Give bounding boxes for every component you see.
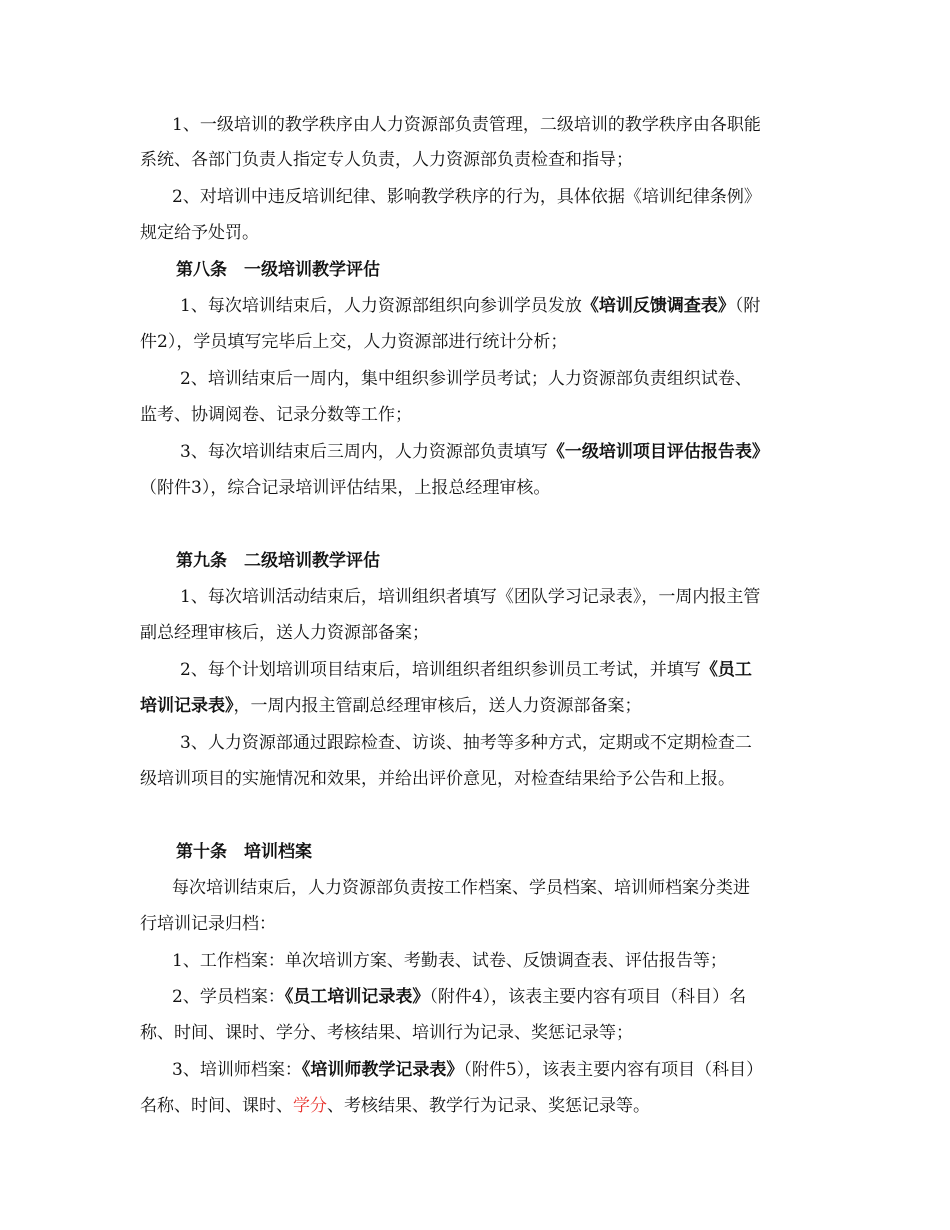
s8-p1-text-b: （附: [734, 296, 761, 316]
s8-p3-text-a: 3、每次培训结束后三周内，人力资源部负责填写: [180, 442, 548, 462]
s9-p2-bold1: 《员工: [700, 660, 752, 680]
s8-p1-line2: 件2），学员填写完毕后上交，人力资源部进行统计分析；: [140, 332, 568, 352]
s8-p3-bold: 《一级培训项目评估报告表》: [547, 442, 769, 462]
s8-p2-line1: 2、培训结束后一周内，集中组织参训学员考试；人力资源部负责组织试卷、: [180, 369, 752, 389]
s10-item3-text-2a: 名称、时间、课时、: [140, 1096, 293, 1116]
s8-p1-bold: 《培训反馈调查表》: [581, 296, 735, 316]
s10-intro-line1: 每次培训结束后，人力资源部负责按工作档案、学员档案、培训师档案分类进: [172, 878, 750, 898]
s10-item3-line2: [140, 1094, 650, 1118]
s7-p1-line1: 1、一级培训的教学秩序由人力资源部负责管理，二级培训的教学秩序由各职能: [172, 115, 761, 135]
s10-item3-bold: 《培训师教学记录表》: [301, 1060, 464, 1080]
s10-item3-text-2b: 、考核结果、教学行为记录、奖惩记录等。: [327, 1096, 650, 1116]
s10-item3-red-text: 学分: [293, 1096, 327, 1116]
s9-p2-text-a: 2、每个计划培训项目结束后，培训组织者组织参训员工考试，并填写: [180, 660, 701, 680]
s10-item2-line2: 称、时间、课时、学分、考核结果、培训行为记录、奖惩记录等；: [140, 1023, 633, 1043]
s10-item2-text-b: （附件4），该表主要内容有项目（科目）名: [429, 987, 747, 1007]
s7-p2-line2: 规定给予处罚。: [140, 223, 259, 243]
s9-p3-line2: 级培训项目的实施情况和效果，并给出评价意见，对检查结果给予公告和上报。: [140, 769, 735, 789]
s10-item1: 1、工作档案：单次培训方案、考勤表、试卷、反馈调查表、评估报告等；: [172, 951, 727, 971]
s8-p1-line1: [180, 294, 760, 318]
s8-p3-line1: [180, 440, 769, 464]
s7-p1-line2: 系统、各部门负责人指定专人负责，人力资源部负责检查和指导；: [140, 150, 633, 170]
s10-item3-text-b: （附件5），该表主要内容有项目（科目）: [463, 1060, 764, 1080]
s9-p1-line1: 1、每次培训活动结束后，培训组织者填写《团队学习记录表》，一周内报主管: [180, 587, 761, 607]
s8-p3-line2: （附件3），综合记录培训评估结果，上报总经理审核。: [140, 478, 551, 498]
s10-item2-bold: 《员工培训记录表》: [284, 987, 430, 1007]
s9-p2-bold2: 培训记录表》: [140, 696, 234, 716]
s9-p2-line1: [180, 658, 752, 682]
section10-heading: 第十条 培训档案: [176, 842, 312, 862]
s9-p1-line2: 副总经理审核后，送人力资源部备案；: [140, 623, 429, 643]
s9-p3-line1: 3、人力资源部通过跟踪检查、访谈、抽考等多种方式，定期或不定期检查二: [180, 733, 752, 753]
s10-item3-line1: [172, 1058, 763, 1082]
s10-intro-line2: 行培训记录归档：: [140, 914, 276, 934]
section8-heading: 第八条 一级培训教学评估: [176, 260, 380, 280]
s8-p2-line2: 监考、协调阅卷、记录分数等工作；: [140, 405, 412, 425]
s9-p2-text-b: ，一周内报主管副总经理审核后，送人力资源部备案；: [233, 696, 642, 716]
s9-p2-line2: [140, 694, 642, 718]
s8-p1-text-a: 1、每次培训结束后，人力资源部组织向参训学员发放: [180, 296, 582, 316]
section9-heading: 第九条 二级培训教学评估: [176, 551, 380, 571]
s10-item3-text-a: 3、培训师档案：: [172, 1060, 302, 1080]
s10-item2-text-a: 2、学员档案：: [172, 987, 285, 1007]
s10-item2-line1: [172, 985, 746, 1009]
s7-p2-line1: 2、对培训中违反培训纪律、影响教学秩序的行为，具体依据《培训纪律条例》: [172, 187, 761, 207]
